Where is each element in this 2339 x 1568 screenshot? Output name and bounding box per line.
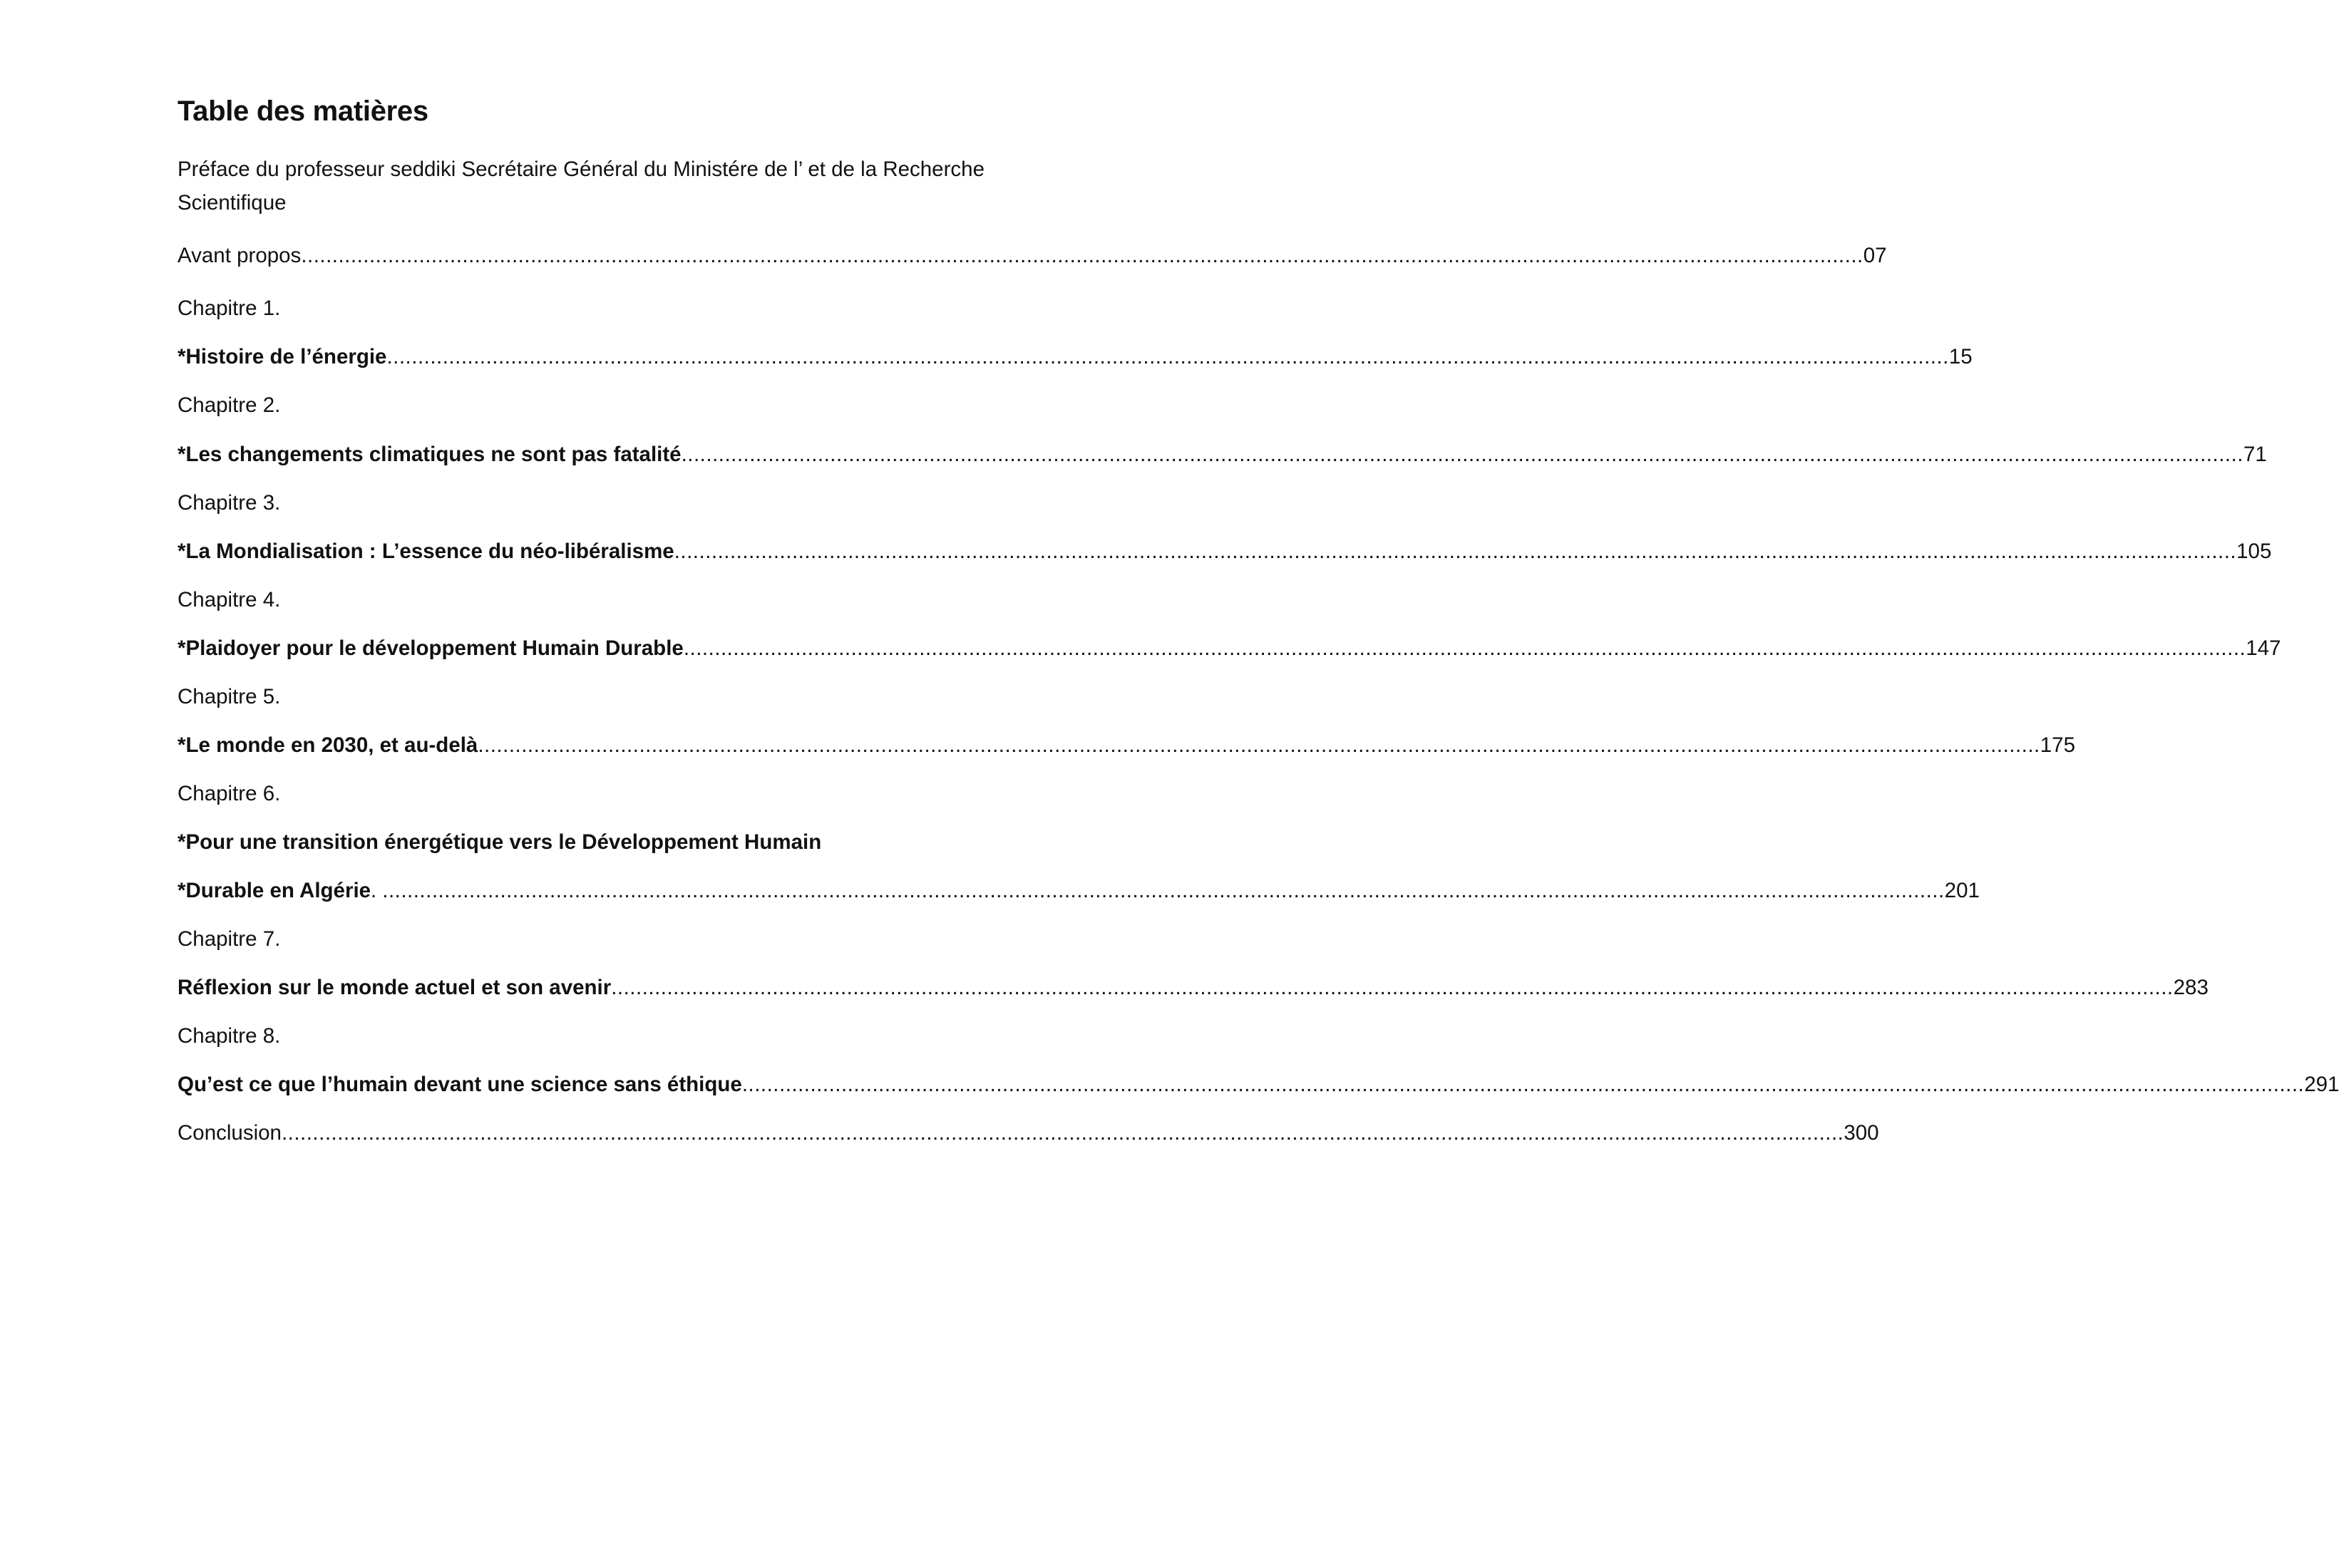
title-suffix: .: [371, 879, 377, 902]
chapter-heading: Chapitre 5.: [178, 685, 281, 708]
leader-dots: ............................................................................................................................................................................................................................................................: [301, 244, 1864, 267]
toc-entry-chapter-4: [178, 634, 2281, 663]
chapter-heading: Chapitre 2.: [178, 393, 281, 417]
leader-dots: ............................................................................................................................................................................................................................................................: [681, 443, 2243, 466]
toc-entry-chapter-3: [178, 537, 2272, 566]
leader-dots: ............................................................................................................................................................................................................................................................: [478, 733, 2040, 757]
chapter-title: *Durable en Algérie: [178, 879, 371, 902]
toc-entry-chapter-7: [178, 974, 2209, 1002]
chapter-heading: Chapitre 4.: [178, 588, 281, 612]
toc-entry-chapter-8: [178, 1071, 2339, 1099]
toc-entry-chapter-1: [178, 343, 1973, 371]
chapter-title: Réflexion sur le monde actuel et son avenir: [178, 976, 612, 999]
chapter-title: *Le monde en 2030, et au-delà: [178, 733, 478, 757]
chapter-title-line-1: *Pour une transition énergétique vers le Développement Humain: [178, 830, 822, 854]
toc-entry-avant-propos: [178, 242, 1887, 270]
toc-page-number: 291: [2304, 1073, 2339, 1096]
leader-dots: ............................................................................................................................................................................................................................................................: [683, 636, 2246, 660]
toc-title: Table des matières: [178, 96, 428, 127]
toc-entry-chapter-2: [178, 440, 2267, 469]
leader-dots: ............................................................................................................................................................................................................................................................: [674, 540, 2237, 563]
toc-page-number: 07: [1863, 244, 1887, 267]
chapter-title: *La Mondialisation : L’essence du néo-libéralisme: [178, 540, 674, 563]
toc-page-number: 15: [1948, 345, 1973, 368]
toc-page-number: 283: [2173, 976, 2209, 999]
leader-dots: ............................................................................................................................................................................................................................................................: [386, 345, 1949, 368]
chapter-title: *Les changements climatiques ne sont pas fatalité: [178, 443, 682, 466]
preface-entry: Préface du professeur seddiki Secrétaire Général du Ministére de l’ et de la Recherche Scientifique: [178, 158, 985, 215]
toc-page-number: 201: [1944, 879, 1980, 902]
chapter-heading: Chapitre 8.: [178, 1024, 281, 1048]
toc-entry-label: Conclusion: [178, 1121, 282, 1145]
toc-entry-chapter-6: [178, 877, 1980, 905]
chapter-heading: Chapitre 7.: [178, 927, 281, 951]
chapter-title: Qu’est ce que l’humain devant une science sans éthique: [178, 1073, 742, 1096]
chapter-title: *Histoire de l’énergie: [178, 345, 387, 368]
toc-page-number: 105: [2236, 540, 2272, 563]
chapter-heading: Chapitre 1.: [178, 296, 281, 320]
leader-dots: ............................................................................................................................................................................................................................................................: [741, 1073, 2305, 1096]
toc-entry-label: Avant propos: [178, 244, 302, 267]
chapter-title: *Plaidoyer pour le développement Humain Durable: [178, 636, 684, 660]
toc-page-number: 147: [2246, 636, 2281, 660]
toc-page-number: 175: [2040, 733, 2075, 757]
toc-entry-chapter-5: [178, 731, 2075, 760]
toc-page-number: 71: [2243, 443, 2267, 466]
toc-content: [178, 91, 2339, 1145]
leader-dots: ............................................................................................................................................................................................................................................................: [382, 879, 1945, 902]
chapter-heading: Chapitre 3.: [178, 491, 281, 515]
toc-page-number: 300: [1844, 1121, 1879, 1145]
chapter-heading: Chapitre 6.: [178, 782, 281, 805]
leader-dots: ............................................................................................................................................................................................................................................................: [611, 976, 2174, 999]
toc-entry-conclusion: [178, 1119, 1879, 1147]
leader-dots: ............................................................................................................................................................................................................................................................: [281, 1121, 1844, 1145]
